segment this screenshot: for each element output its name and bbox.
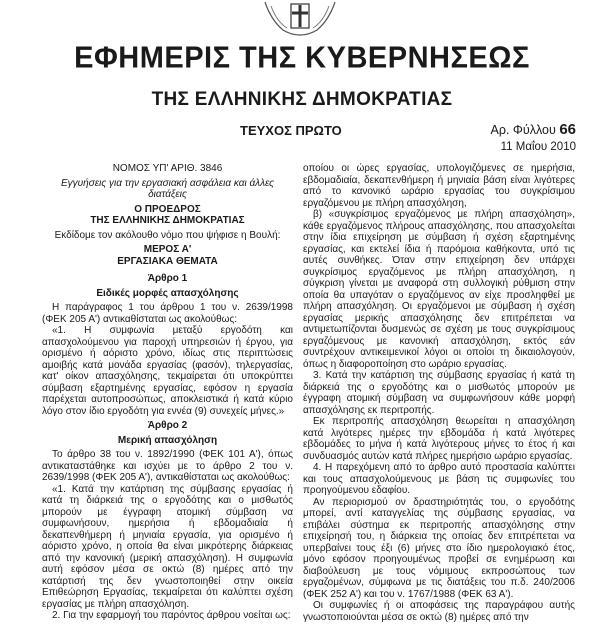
president-heading: Ο ΠΡΟΕΔΡΟΣ [134,203,201,215]
left-column [42,163,293,622]
article-2-intro: Το άρθρο 38 του ν. 1892/1990 (ΦΕΚ 101 Α'), όπως αντικαταστάθηκε και ισχύει με το άρθρο 2 του ν. 2639/1998 (ΦΕΚ 205 Α'), αντικαθίσταται ως ακολούθως: [42,449,293,483]
article-1-intro: Η παράγραφος 1 του άρθρου 1 του ν. 2639/1998 (ΦΕΚ 205 Α') αντικαθίσταται ως ακολούθως: [42,302,293,325]
publication-date: 11 Μαΐου 2010 [500,141,576,153]
definition-b: β) «συγκρίσιμος εργαζόμενος με πλήρη απασχόληση», κάθε εργαζόμενος πλήρους απασχόλησης, που απασχολείται στην ίδια επιχείρηση με σύμβαση ή σχέση εξαρτημένης εργασίας, και εκτελεί ίδια ή παρόμοια καθήκοντα, υπό τις αυτές συνθήκες. Όταν στην επιχείρηση δεν υπάρχει συγκρίσιμος εργαζόμενος με πλήρη απασχόληση, η σύγκριση γίνεται με αναφορά στη συλλογική ρύθμιση στην οποία θα υπαγόταν ο εργαζόμενος αν είχε προσληφθεί με πλήρη απασχόληση. Οι εργαζόμενοι με σύμβαση ή σχέση εργασίας μερικής απασχόλησης δεν επιτρέπεται να αντιμετωπίζονται δυσμενώς σε σχέση με τους συγκρίσιμους εργαζόμενους με κανονική απασχόληση, εκτός εάν συντρέχουν αντικειμενικοί λόγοι οι οποίοι τη δικαιολογούν, όπως η διαφοροποίηση στο ωράριο εργασίας. [303,209,575,370]
article-2-heading: Άρθρο 2 [147,420,188,431]
gazette-title: ΕΦΗΜΕΡΙΣ ΤΗΣ ΚΥΒΕΡΝΗΣΕΩΣ [74,41,530,75]
sheet-label: Αρ. Φύλλου [490,123,556,137]
continued-paragraph: οποίου οι ώρες εργασίας, υπολογιζόμενες σε ημερήσια, εβδομαδιαία, δεκαπενθήμερη ή μηνιαία βάση είναι λιγότερες από το κανονικό ωράριο εργασίας του συγκρίσιμου εργαζόμενου με πλήρη απασχόληση, [303,163,575,209]
article-1-heading: Άρθρο 1 [147,273,188,284]
article-2-para-1: «1. Κατά την κατάρτιση της σύμβασης εργασίας ή κατά τη διάρκειά της ο εργοδότης και ο μισθωτός μπορούν με έγγραφη ατομική σύμβαση να συμφωνήσουν, ημερήσια ή εβδομαδιαία ή δεκαπενθήμερη ή μηνιαία εργασία, για ορισμένο ή αόριστο χρόνο, η οποία θα είναι μικρότερης διάρκειας από την κανονική (μερική απασχόληση). Η συμφωνία αυτή εφόσον μέσα σε οκτώ (8) ημέρες από την κατάρτισή της δεν γνωστοποιηθεί στην οικεία Επιθεώρηση Εργασίας, τεκμαίρεται ότι καλύπτει σχέση εργασίας με πλήρη απασχόληση. [42,483,293,610]
sheet-number [491,121,576,138]
sheet-number-value: 66 [559,121,576,138]
rotation-definition: Εκ περιτροπής απασχόληση θεωρείται η απασχόληση κατά λιγότερες ημέρες την εβδομάδα ή κατά λιγότερες εβδομάδες το μήνα ή κατά λιγότερους μήνες το έτος ή και συνδυασμός αυτών κατά πλήρες ημερήσιο ωράριο εργασίας. [303,416,575,462]
article-1-text: «1. Η συμφωνία μεταξύ εργοδότη και απασχολούμενου για παροχή υπηρεσιών ή έργου, για ορισμένο ή αόριστο χρόνο, ιδίως στις περιπτώσεις αμοιβής κατά μονάδα εργασίας (φασόν), τηλεργασίας, κατ' οίκον απασχόλησης, τεκμαίρεται ότι υποκρύπτει σύμβαση εξαρτημένης εργασίας, εφόσον η εργασία παρέχεται αυτοπροσώπως, αποκλειστικά ή κατά κύριο λόγο στον ίδιο εργοδότη για εννέα (9) συνεχείς μήνες.» [42,325,293,417]
coat-of-arms-emblem [263,0,337,36]
part-heading: ΜΕΡΟΣ Α' [143,244,192,255]
issue-label: ΤΕΥΧΟΣ ΠΡΩΤΟ [240,123,342,138]
enactment-clause: Εκδίδομε τον ακόλουθο νόμο που ψήφισε η Βουλή: [54,229,281,241]
president-heading-2: ΤΗΣ ΕΛΛΗΝΙΚΗΣ ΔΗΜΟΚΡΑΤΙΑΣ [90,215,245,226]
notification-paragraph: Οι συμφωνίες ή οι αποφάσεις της παραγράφου αυτής γνωστοποιούνται μέσα σε οκτώ (8) ημέρες από την [303,600,575,623]
law-title: Εγγυήσεις για την εργασιακή ασφάλεια και άλλες διατάξεις [61,177,274,200]
article-1-title: Ειδικές μορφές απασχόλησης [96,287,239,299]
gazette-subtitle: ΤΗΣ ΕΛΛΗΝΙΚΗΣ ΔΗΜΟΚΡΑΤΙΑΣ [151,89,453,110]
restriction-paragraph: Αν περιορισμού ον δραστηριότητάς του, ο εργοδότης μπορεί, αντί καταγγελίας της σύμβασης εργασίας, να επιβάλει σύστημα εκ περιτροπής απασχόλησης στην επιχείρησή του, η διάρκεια της οποίας δεν επιτρέπεται να υπερβαίνει τους έξι (6) μήνες στο ίδιο ημερολογιακό έτος, μόνο εφόσον προηγουμένως προβεί σε ενημέρωση και διαβούλευση με τους νόμιμους εκπροσώπους των εργαζομένων, σύμφωνα με τις διατάξεις του π.δ. 240/2006 (ΦΕΚ 252 Α') και του ν. 1767/1988 (ΦΕΚ 63 Α'). [303,496,575,600]
part-title: ΕΡΓΑΣΙΑΚΑ ΘΕΜΑΤΑ [117,255,218,267]
paragraph-4: 4. Η παρεχόμενη από το άρθρο αυτό προστασία καλύπτει και τους απασχολούμενους με βάση τις συμφωνίες του προηγούμενου εδαφίου. [303,462,575,496]
paragraph-3: 3. Κατά την κατάρτιση της σύμβασης εργασίας ή κατά τη διάρκειά της ο εργοδότης και ο μισθωτός μπορούν με έγγραφη ατομική σύμβαση να συμφωνήσουν κάθε μορφή απασχόλησης εκ περιτροπής. [303,370,575,416]
article-2-title: Μερική απασχόληση [117,434,218,446]
article-2-para-2: 2. Για την εφαρμογή του παρόντος άρθρου νοείται ως: [52,610,291,621]
right-column [303,163,575,623]
law-number: ΝΟΜΟΣ ΥΠ' ΑΡΙΘ. 3846 [112,163,223,174]
